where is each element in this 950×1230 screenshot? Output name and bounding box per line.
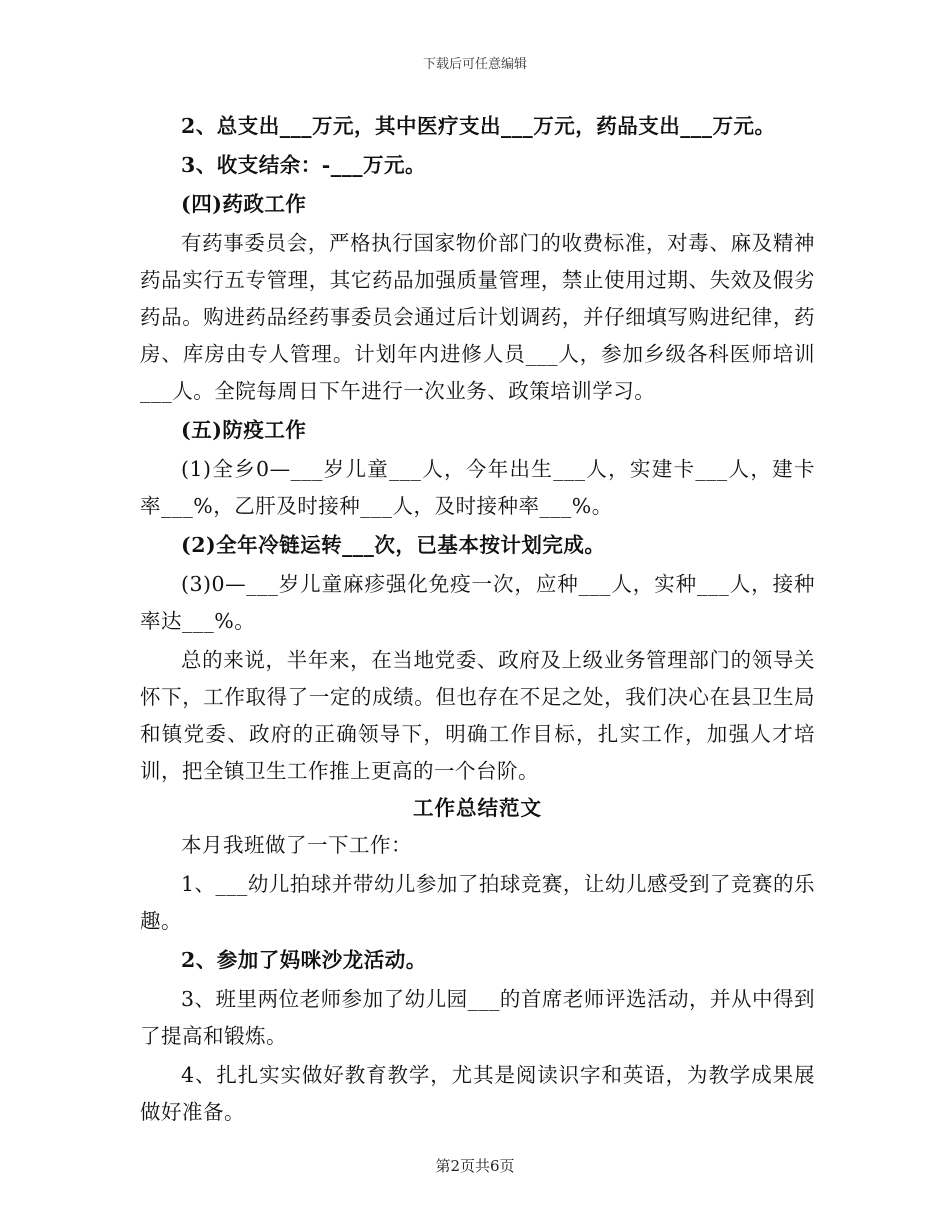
document-body — [140, 108, 815, 1131]
paragraph-pharmacy: 有药事委员会，严格执行国家物价部门的收费标准，对毒、麻及精神药品实行五专管理，其它药品加强质量管理，禁止使用过期、失效及假劣药品。购进药品经药事委员会通过后计划调药，并仔细填写购进纪律，药房、库房由专人管理。计划年内进修人员___人，参加乡级各科医师培训___人。全院每周日下午进行一次业务、政策培训学习。 — [140, 231, 815, 403]
paragraph-intro: 本月我班做了一下工作： — [181, 833, 412, 857]
paragraph-vaccination-1: (1)全乡0—___岁儿童___人，今年出生___人，实建卡___人，建卡率___%，乙肝及时接种___人，及时接种率___%。 — [140, 457, 815, 518]
paragraph-item-2: 2、参加了妈咪沙龙活动。 — [181, 948, 427, 972]
heading-epidemic-prevention: (五)防疫工作 — [181, 418, 307, 442]
paragraph-summary: 总的来说，半年来，在当地党委、政府及上级业务管理部门的领导关怀下，工作取得了一定的成绩。但也存在不足之处，我们决心在县卫生局和镇党委、政府的正确领导下，明确工作目标，扎实工作，加强人才培训，把全镇卫生工作推上更高的一个台阶。 — [140, 648, 815, 783]
paragraph-balance: 3、收支结余：-___万元。 — [181, 153, 427, 177]
paragraph-total-expense: 2、总支出___万元，其中医疗支出___万元，药品支出___万元。 — [181, 114, 776, 138]
paragraph-item-4: 4、扎扎实实做好教育教学，尤其是阅读识字和英语，为教学成果展做好准备。 — [140, 1063, 815, 1124]
heading-pharmacy-work: (四)药政工作 — [181, 192, 307, 216]
paragraph-item-3: 3、班里两位老师参加了幼儿园___的首席老师评选活动，并从中得到了提高和锻炼。 — [140, 987, 815, 1048]
page-footer: 第2页共6页 — [435, 1157, 515, 1175]
page-header: 下载后可任意编辑 — [422, 57, 527, 72]
section-title: 工作总结范文 — [413, 796, 542, 820]
paragraph-item-1: 1、___幼儿拍球并带幼儿参加了拍球竞赛，让幼儿感受到了竞赛的乐趣。 — [140, 872, 815, 933]
paragraph-cold-chain: (2)全年冷链运转___次，已基本按计划完成。 — [181, 533, 606, 557]
paragraph-measles: (3)0—___岁儿童麻疹强化免疫一次，应种___人，实种___人，接种率达___%。 — [140, 572, 815, 633]
